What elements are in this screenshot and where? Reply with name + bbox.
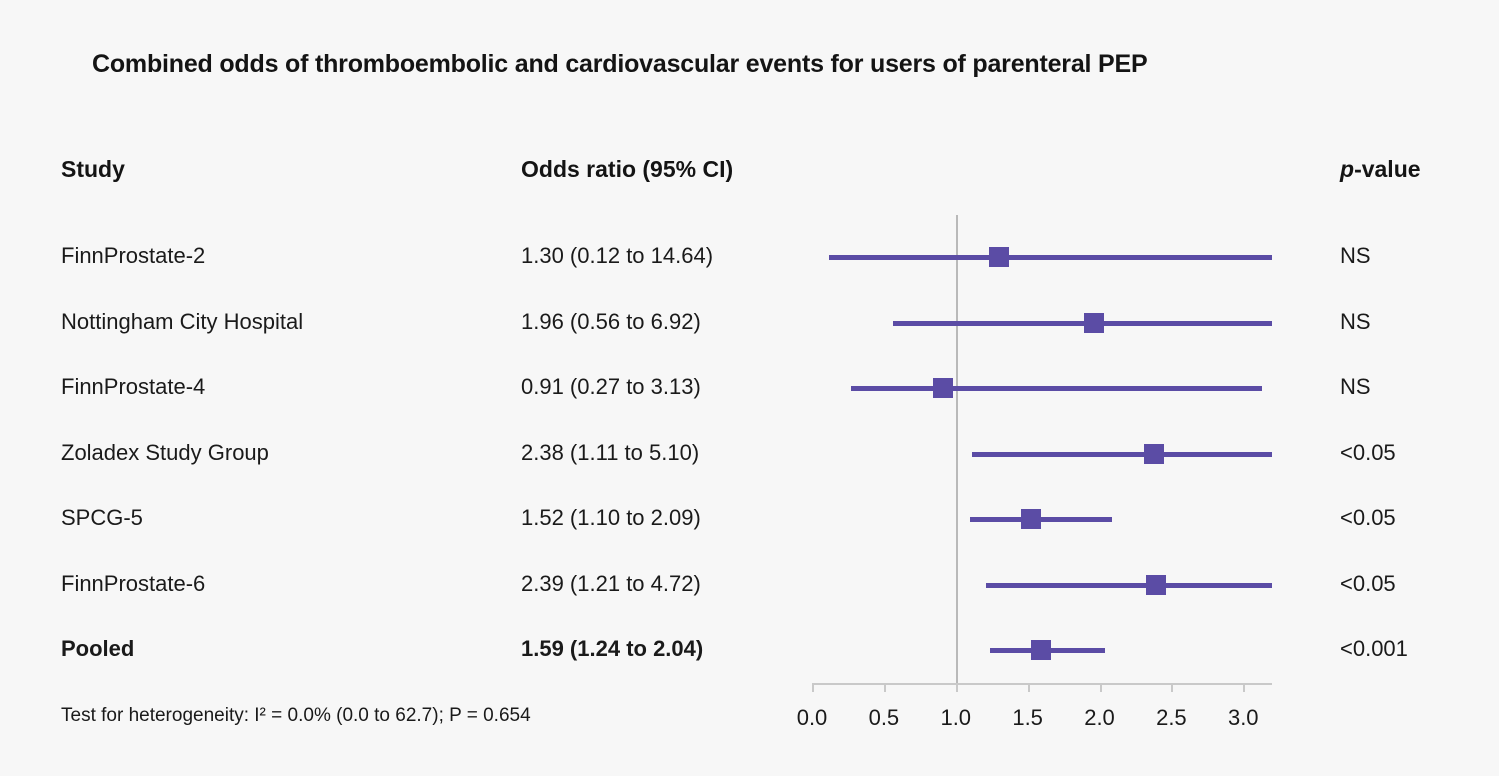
confidence-interval-bar — [972, 452, 1272, 457]
confidence-interval-bar — [893, 321, 1273, 326]
confidence-interval-bar — [970, 517, 1112, 522]
p-value: <0.001 — [1340, 636, 1408, 661]
heterogeneity-footnote: Test for heterogeneity: I² = 0.0% (0.0 to 62.7); P = 0.654 — [61, 705, 531, 726]
x-axis-tick-label: 1.0 — [940, 705, 972, 730]
confidence-interval-row — [812, 575, 1272, 595]
p-value: NS — [1340, 374, 1371, 399]
forest-plot-area — [812, 215, 1272, 685]
point-estimate-marker — [1144, 444, 1164, 464]
odds-ratio-value: 0.91 (0.27 to 3.13) — [521, 374, 701, 399]
odds-ratio-value: 1.59 (1.24 to 2.04) — [521, 636, 704, 661]
x-axis-tick — [1100, 685, 1102, 692]
p-value-suffix: -value — [1354, 156, 1421, 182]
x-axis-tick-label: 3.0 — [1227, 705, 1259, 730]
x-axis-tick — [1243, 685, 1245, 692]
study-label: Nottingham City Hospital — [61, 308, 304, 334]
confidence-interval-row — [812, 444, 1272, 464]
study-label: FinnProstate-2 — [61, 243, 206, 268]
column-header-p-value — [1340, 156, 1421, 183]
confidence-interval-bar — [986, 583, 1272, 588]
p-value-italic-p: p — [1340, 156, 1355, 182]
x-axis-tick-label: 2.0 — [1084, 705, 1115, 730]
study-label: FinnProstate-4 — [61, 374, 206, 399]
confidence-interval-bar — [851, 386, 1262, 391]
confidence-interval-row — [812, 247, 1272, 267]
odds-ratio-value: 1.96 (0.56 to 6.92) — [521, 308, 701, 334]
x-axis-tick-label: 1.5 — [1012, 705, 1043, 730]
x-axis-line — [812, 683, 1272, 685]
confidence-interval-row — [812, 509, 1272, 529]
confidence-interval-row — [812, 378, 1272, 398]
x-axis-tick — [812, 685, 814, 692]
point-estimate-marker — [989, 247, 1009, 267]
odds-ratio-value: 1.52 (1.10 to 2.09) — [521, 505, 701, 530]
x-axis-tick — [1171, 685, 1173, 692]
p-value: NS — [1340, 308, 1371, 334]
p-value: <0.05 — [1340, 439, 1396, 465]
x-axis-tick — [956, 685, 958, 692]
confidence-interval-bar — [829, 255, 1272, 260]
study-label: FinnProstate-6 — [61, 570, 206, 596]
point-estimate-marker — [1146, 575, 1166, 595]
column-header-study: Study — [61, 156, 125, 182]
p-value: NS — [1340, 243, 1371, 268]
point-estimate-marker — [933, 378, 953, 398]
confidence-interval-row — [812, 313, 1272, 333]
x-axis-tick-label: 0.0 — [796, 705, 828, 730]
column-header-odds-ratio: Odds ratio (95% CI) — [521, 156, 734, 182]
odds-ratio-value: 2.38 (1.11 to 5.10) — [521, 439, 700, 465]
x-axis-tick-label: 2.5 — [1156, 705, 1187, 730]
x-axis-tick — [1028, 685, 1030, 692]
page-title: Combined odds of thromboembolic and cardiovascular events for users of parenteral PEP — [92, 50, 1148, 78]
x-axis-tick-label: 0.5 — [868, 705, 900, 730]
confidence-interval-row — [812, 640, 1272, 660]
study-label: Zoladex Study Group — [61, 439, 269, 465]
p-value: <0.05 — [1340, 505, 1396, 530]
x-axis-tick — [884, 685, 886, 692]
study-label: SPCG-5 — [61, 505, 143, 530]
point-estimate-marker — [1021, 509, 1041, 529]
odds-ratio-value: 1.30 (0.12 to 14.64) — [521, 243, 714, 268]
point-estimate-marker — [1084, 313, 1104, 333]
study-label: Pooled — [61, 636, 135, 661]
p-value: <0.05 — [1340, 570, 1396, 596]
odds-ratio-value: 2.39 (1.21 to 4.72) — [521, 570, 701, 596]
point-estimate-marker — [1031, 640, 1051, 660]
